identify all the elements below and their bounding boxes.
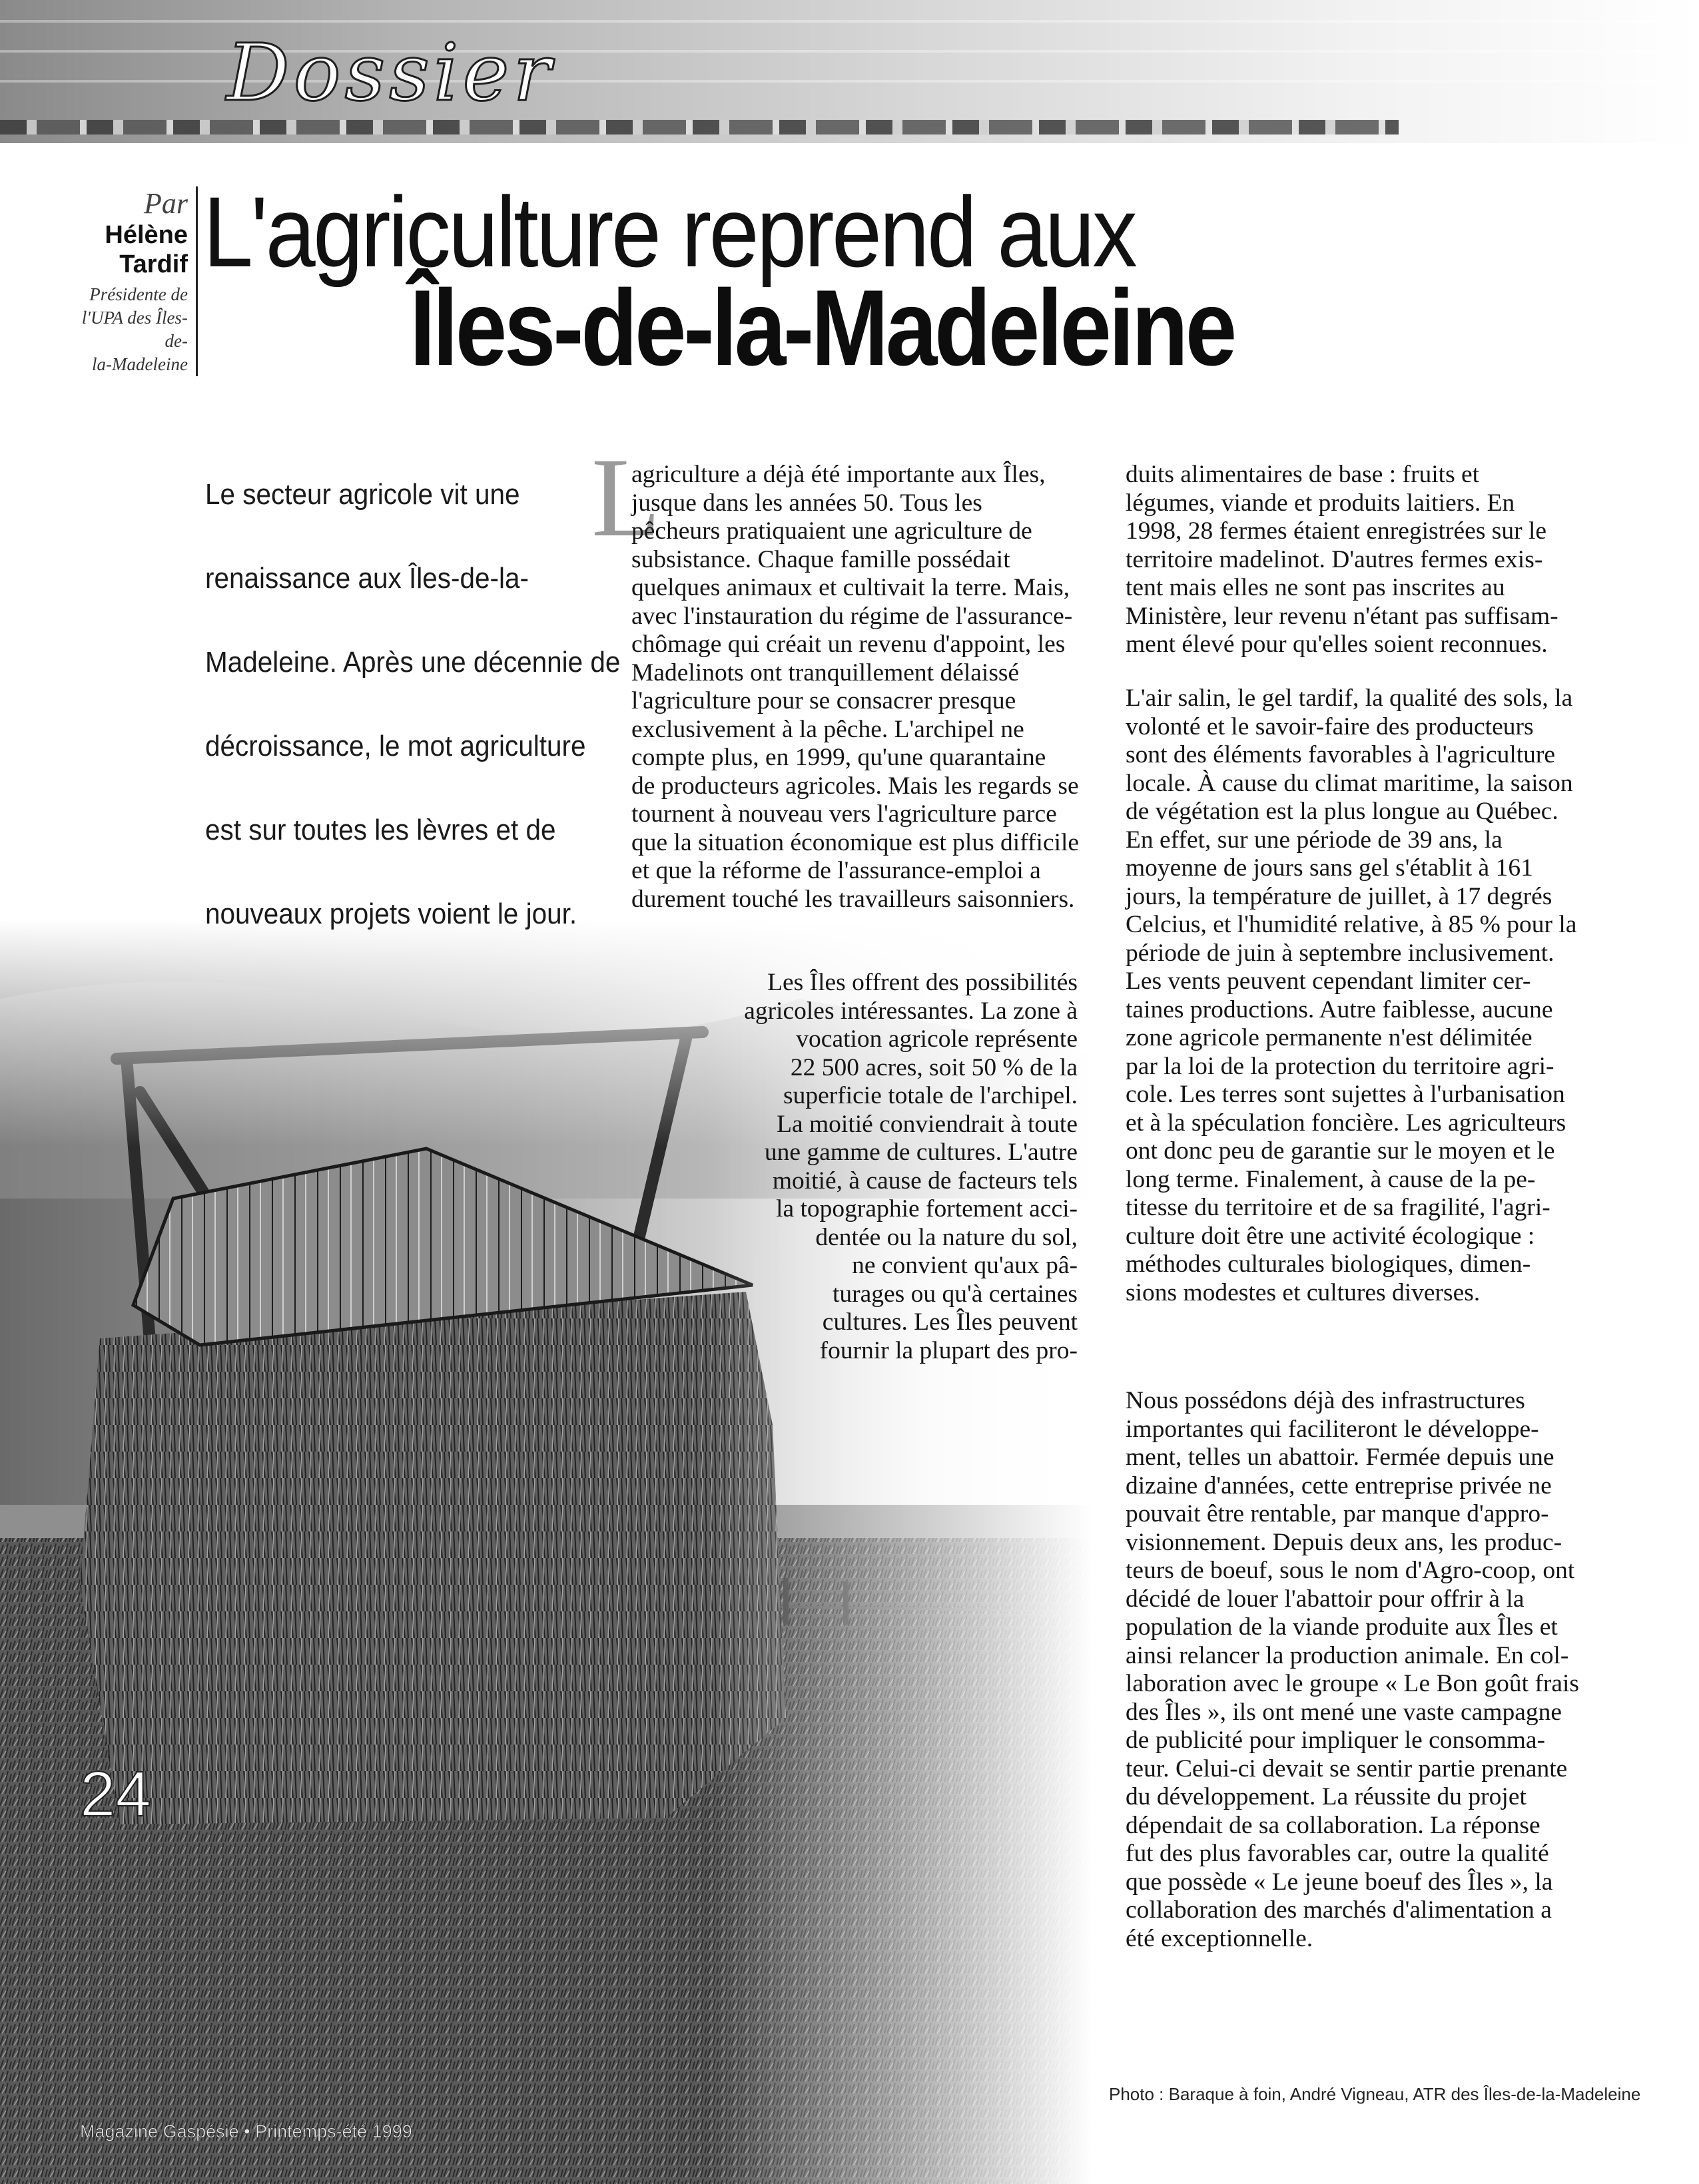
- intro-line: Le secteur agricole vit une: [205, 478, 520, 511]
- text-line: quelques animaux et cultivait la terre. Mais,: [631, 574, 1070, 601]
- text-line: de végétation est la plus longue au Québec.: [1126, 798, 1558, 825]
- text-line: jours, la température de juillet, à 17 degrés: [1126, 882, 1552, 910]
- text-line: Les Îles offrent des possibilités: [767, 969, 1078, 996]
- text-line: des Îles », ils ont mené une vaste campagne: [1126, 1698, 1562, 1726]
- photo-credit: Photo : Baraque à foin, André Vigneau, ATR des Îles-de-la-Madeleine: [1109, 2084, 1641, 2104]
- text-line: de publicité pour impliquer le consomma-: [1126, 1727, 1546, 1754]
- text-line: dentée ou la nature du sol,: [815, 1223, 1078, 1251]
- text-line: long terme. Finalement, à cause de la pe-: [1126, 1165, 1536, 1193]
- text-line: teur. Celui-ci devait se sentir partie prenante: [1126, 1755, 1568, 1782]
- text-line: population de la viande produite aux Îles et: [1126, 1613, 1558, 1641]
- text-line: jusque dans les années 50. Tous les: [631, 489, 982, 517]
- text-line: collaboration des marchés d'alimentation a: [1126, 1896, 1552, 1924]
- text-line: En effet, sur une période de 39 ans, la: [1126, 826, 1503, 854]
- text-line: durement touché les travailleurs saisonniers.: [631, 885, 1075, 913]
- text-line: l'agriculture pour se consacrer presque: [631, 687, 1016, 714]
- text-line: Ministère, leur revenu n'étant pas suffisam-: [1126, 602, 1558, 630]
- text-line: vocation agricole représente: [796, 1025, 1078, 1053]
- text-line: décidé de louer l'abattoir pour offrir à la: [1126, 1585, 1525, 1613]
- text-line: période de juin à septembre inclusivement.: [1126, 939, 1554, 967]
- column-1-paragraph-2: [0, 969, 1078, 1365]
- text-line: avec l'instauration du régime de l'assurance-: [631, 602, 1073, 630]
- text-line: 1998, 28 fermes étaient enregistrées sur le: [1126, 517, 1547, 545]
- author-role-line: Présidente de: [89, 284, 188, 304]
- text-line: laboration avec le groupe « Le Bon goût frais: [1126, 1670, 1580, 1697]
- byline-par: Par: [144, 187, 188, 220]
- intro-line: renaissance aux Îles-de-la-: [205, 562, 529, 595]
- text-line: cole. Les terres sont sujettes à l'urbanisation: [1126, 1081, 1565, 1108]
- intro-line: décroissance, le mot agriculture: [205, 730, 586, 762]
- text-line: Madelinots ont tranquillement délaissé: [631, 659, 1020, 686]
- text-line: moyenne de jours sans gel s'établit à 161: [1126, 854, 1533, 882]
- text-line: territoire madelinot. D'autres fermes exis-: [1126, 545, 1543, 573]
- text-line: dizaine d'années, cette entreprise privée ne: [1126, 1472, 1552, 1500]
- column-1-paragraph-1-cont: [631, 546, 1078, 914]
- text-line: taines productions. Autre faiblesse, aucune: [1126, 995, 1553, 1023]
- text-line: et que la réforme de l'assurance-emploi a: [631, 857, 1041, 884]
- text-line: importantes qui faciliteront le développe-: [1126, 1415, 1539, 1443]
- intro-line: Madeleine. Après une décennie de: [205, 646, 621, 679]
- text-line: visionnement. Depuis deux ans, les produc-: [1126, 1528, 1562, 1556]
- text-line: zone agricole permanente n'est délimitée: [1126, 1024, 1532, 1051]
- text-line: exclusivement à la pêche. L'archipel ne: [631, 715, 1024, 743]
- magazine-footer: Magazine Gaspésie • Printemps-été 1999: [80, 2121, 412, 2141]
- intro-line: est sur toutes les lèvres et de: [205, 814, 556, 846]
- author-first-name: Hélène: [105, 221, 188, 249]
- text-line: agricoles intéressantes. La zone à: [744, 997, 1078, 1025]
- text-line: dépendait de sa collaboration. La réponse: [1126, 1811, 1540, 1839]
- text-line: ne convient qu'aux pâ-: [852, 1252, 1078, 1279]
- text-line: été exceptionnelle.: [1126, 1924, 1313, 1952]
- text-line: chômage qui créait un revenu d'appoint, les: [631, 631, 1066, 658]
- byline: [67, 186, 198, 376]
- column-2-paragraph-2: [1126, 684, 1577, 1307]
- text-line: tournent à nouveau vers l'agriculture parce: [631, 800, 1057, 828]
- text-line: locale. À cause du climat maritime, la saison: [1126, 769, 1573, 797]
- text-line: subsistance. Chaque famille possédait: [631, 545, 1010, 573]
- text-line: Les vents peuvent cependant limiter cer-: [1126, 967, 1531, 995]
- text-line: fournir la plupart des pro-: [819, 1336, 1078, 1364]
- text-line: titesse du territoire et de sa fragilité, l'agri-: [1126, 1194, 1550, 1221]
- text-line: ment élevé pour qu'elles soient reconnues.: [1126, 631, 1548, 658]
- column-2-paragraph-1: [1126, 461, 1568, 659]
- text-line: et à la spéculation foncière. Les agriculteurs: [1126, 1109, 1566, 1137]
- text-line: Nous possédons déjà des infrastructures: [1126, 1387, 1525, 1414]
- text-line: duits alimentaires de base : fruits et: [1126, 461, 1480, 488]
- author-role-line: la-Madeleine: [92, 354, 188, 374]
- text-line: ont donc peu de garantie sur le moyen et le: [1126, 1137, 1555, 1165]
- text-line: la topographie fortement acci-: [776, 1195, 1078, 1223]
- text-line: La moitié conviendrait à toute: [777, 1110, 1078, 1138]
- page-number: 24: [80, 1759, 151, 1830]
- text-line: une gamme de cultures. L'autre: [764, 1139, 1078, 1166]
- text-line: ment, telles un abattoir. Fermée depuis une: [1126, 1444, 1554, 1471]
- text-line: sont des éléments favorables à l'agriculture: [1126, 741, 1556, 768]
- author-role-line: l'UPA des Îles-de-: [81, 308, 188, 351]
- text-line: culture doit être une activité écologique :: [1126, 1222, 1535, 1250]
- author-last-name: Tardif: [119, 250, 188, 278]
- author-role: [67, 283, 188, 376]
- column-1-paragraph-1: [631, 461, 1078, 546]
- intro-line: nouveaux projets voient le jour.: [205, 898, 577, 930]
- text-line: du développement. La réussite du projet: [1126, 1783, 1527, 1810]
- text-line: sions modestes et cultures diverses.: [1126, 1278, 1481, 1306]
- text-line: méthodes culturales biologiques, dimen-: [1126, 1250, 1531, 1278]
- text-line: turages ou qu'à certaines: [832, 1280, 1078, 1308]
- text-line: L'air salin, le gel tardif, la qualité des sols, la: [1126, 684, 1573, 712]
- text-line: ainsi relancer la production animale. En col-: [1126, 1641, 1569, 1669]
- article-title-line-1: L'agriculture reprend aux: [203, 176, 1136, 288]
- column-2-paragraph-3: [1126, 1387, 1580, 1953]
- text-line: moitié, à cause de facteurs tels: [772, 1167, 1078, 1195]
- text-line: que possède « Le jeune boeuf des Îles », la: [1126, 1868, 1553, 1896]
- text-line: 22 500 acres, soit 50 % de la: [790, 1053, 1078, 1081]
- drop-cap: L: [591, 435, 661, 560]
- text-line: cultures. Les Îles peuvent: [822, 1308, 1078, 1336]
- intro-paragraph: [205, 453, 621, 956]
- text-line: volonté et le savoir-faire des producteurs: [1126, 712, 1534, 740]
- text-line: tent mais elles ne sont pas inscrites au: [1126, 574, 1505, 601]
- article-title-line-2: Îles-de-la-Madeleine: [410, 268, 1234, 388]
- text-line: agriculture a déjà été importante aux Îles,: [631, 461, 1046, 488]
- text-line: compte plus, en 1999, qu'une quarantaine: [631, 744, 1046, 771]
- text-line: fut des plus favorables car, outre la qualité: [1126, 1840, 1549, 1867]
- text-line: Celcius, et l'humidité relative, à 85 % pour la: [1126, 911, 1577, 938]
- text-line: par la loi de la protection du territoire agri-: [1126, 1052, 1554, 1080]
- section-label: Dossier: [226, 27, 555, 119]
- text-line: de producteurs agricoles. Mais les regards se: [631, 772, 1079, 800]
- text-line: légumes, viande et produits laitiers. En: [1126, 489, 1515, 517]
- text-line: pêcheurs pratiquaient une agriculture de: [631, 517, 1032, 545]
- text-line: superficie totale de l'archipel.: [783, 1082, 1078, 1109]
- text-line: que la situation économique est plus difficile: [631, 828, 1080, 856]
- text-line: pouvait être rentable, par manque d'appro-: [1126, 1500, 1549, 1527]
- text-line: teurs de boeuf, sous le nom d'Agro-coop, ont: [1126, 1557, 1575, 1584]
